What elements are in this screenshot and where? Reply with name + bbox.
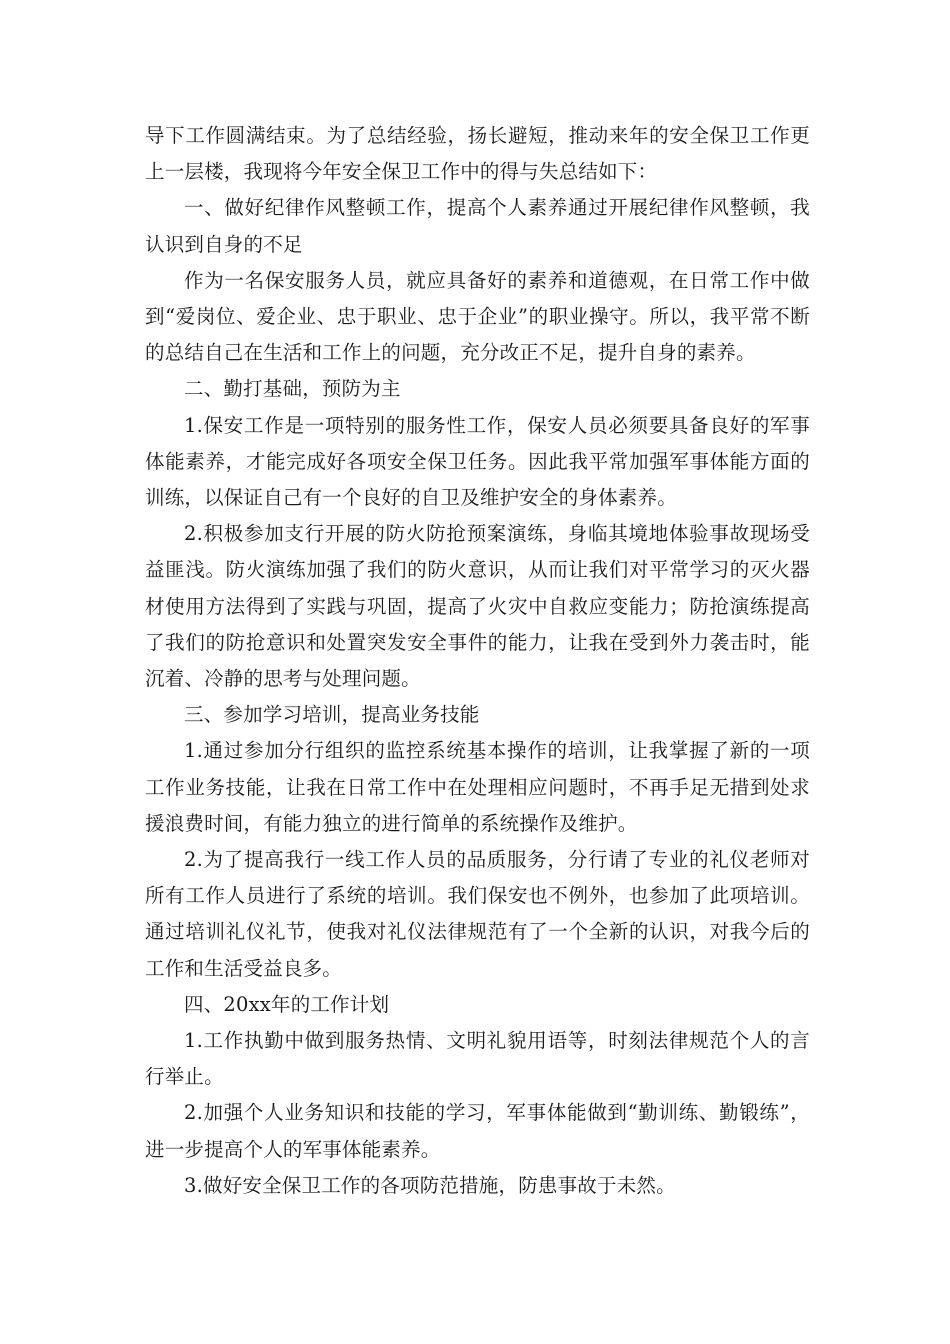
plan-item-2: 2.加强个人业务知识和技能的学习，军事体能做到“勤训练、勤锻练”，进一步提高个人的军事体能素养。 <box>145 1101 810 1161</box>
paragraph-professional-ethics: 作为一名保安服务人员，就应具备好的素养和道德观，在日常工作中做到“爱岗位、爱企业、忠于职业、忠于企业”的职业操守。所以，我平常不断的总结自己在生活和工作上的问题，充分改正不足，提升自身的素养。 <box>145 268 810 365</box>
section-heading-training: 三、参加学习培训，提高业务技能 <box>184 703 480 727</box>
paragraph-monitoring-training: 1.通过参加分行组织的监控系统基本操作的培训，让我掌握了新的一项工作业务技能，让我在日常工作中在处理相应问题时，不再手足无措到处求援浪费时间，有能力独立的进行简单的系统操作及维护。 <box>145 739 810 835</box>
section-heading-prevention: 二、勤打基础，预防为主 <box>184 377 401 401</box>
plan-item-3: 3.做好安全保卫工作的各项防范措施，防患事故于未然。 <box>184 1173 676 1197</box>
paragraph-physical-training: 1.保安工作是一项特别的服务性工作，保安人员必须要具备良好的军事体能素养，才能完成好各项安全保卫任务。因此我平常加强军事体能方面的训练，以保证自己有一个良好的自卫及维护安全的身体素养。 <box>145 413 810 510</box>
paragraph-intro-continuation: 导下工作圆满结束。为了总结经验，扬长避短，推动来年的安全保卫工作更上一层楼，我现将今年安全保卫工作中的得与失总结如下： <box>145 124 810 184</box>
paragraph-drills: 2.积极参加支行开展的防火防抢预案演练，身临其境地体验事故现场受益匪浅。防火演练加强了我们的防火意识，从而让我们对平常学习的灭火器材使用方法得到了实践与巩固，提高了火灾中自救应变能力；防抢演练提高了我们的防抢意识和处置突发安全事件的能力，让我在受到外力袭击时，能沉着、冷静的思考与处理问题。 <box>145 522 810 691</box>
section-heading-plan: 四、20xx年的工作计划 <box>184 992 390 1016</box>
document-body <box>145 118 810 1204</box>
plan-item-1: 1.工作执勤中做到服务热情、文明礼貌用语等，时刻法律规范个人的言行举止。 <box>145 1029 810 1089</box>
paragraph-etiquette-training: 2.为了提高我行一线工作人员的品质服务，分行请了专业的礼仪老师对所有工作人员进行了系统的培训。我们保安也不例外，也参加了此项培训。通过培训礼仪礼节，使我对礼仪法律规范有了一个全新的认识，对我今后的工作和生活受益良多。 <box>145 848 810 980</box>
section-heading-discipline: 一、做好纪律作风整顿工作，提高个人素养通过开展纪律作风整顿，我认识到自身的不足 <box>145 196 810 256</box>
